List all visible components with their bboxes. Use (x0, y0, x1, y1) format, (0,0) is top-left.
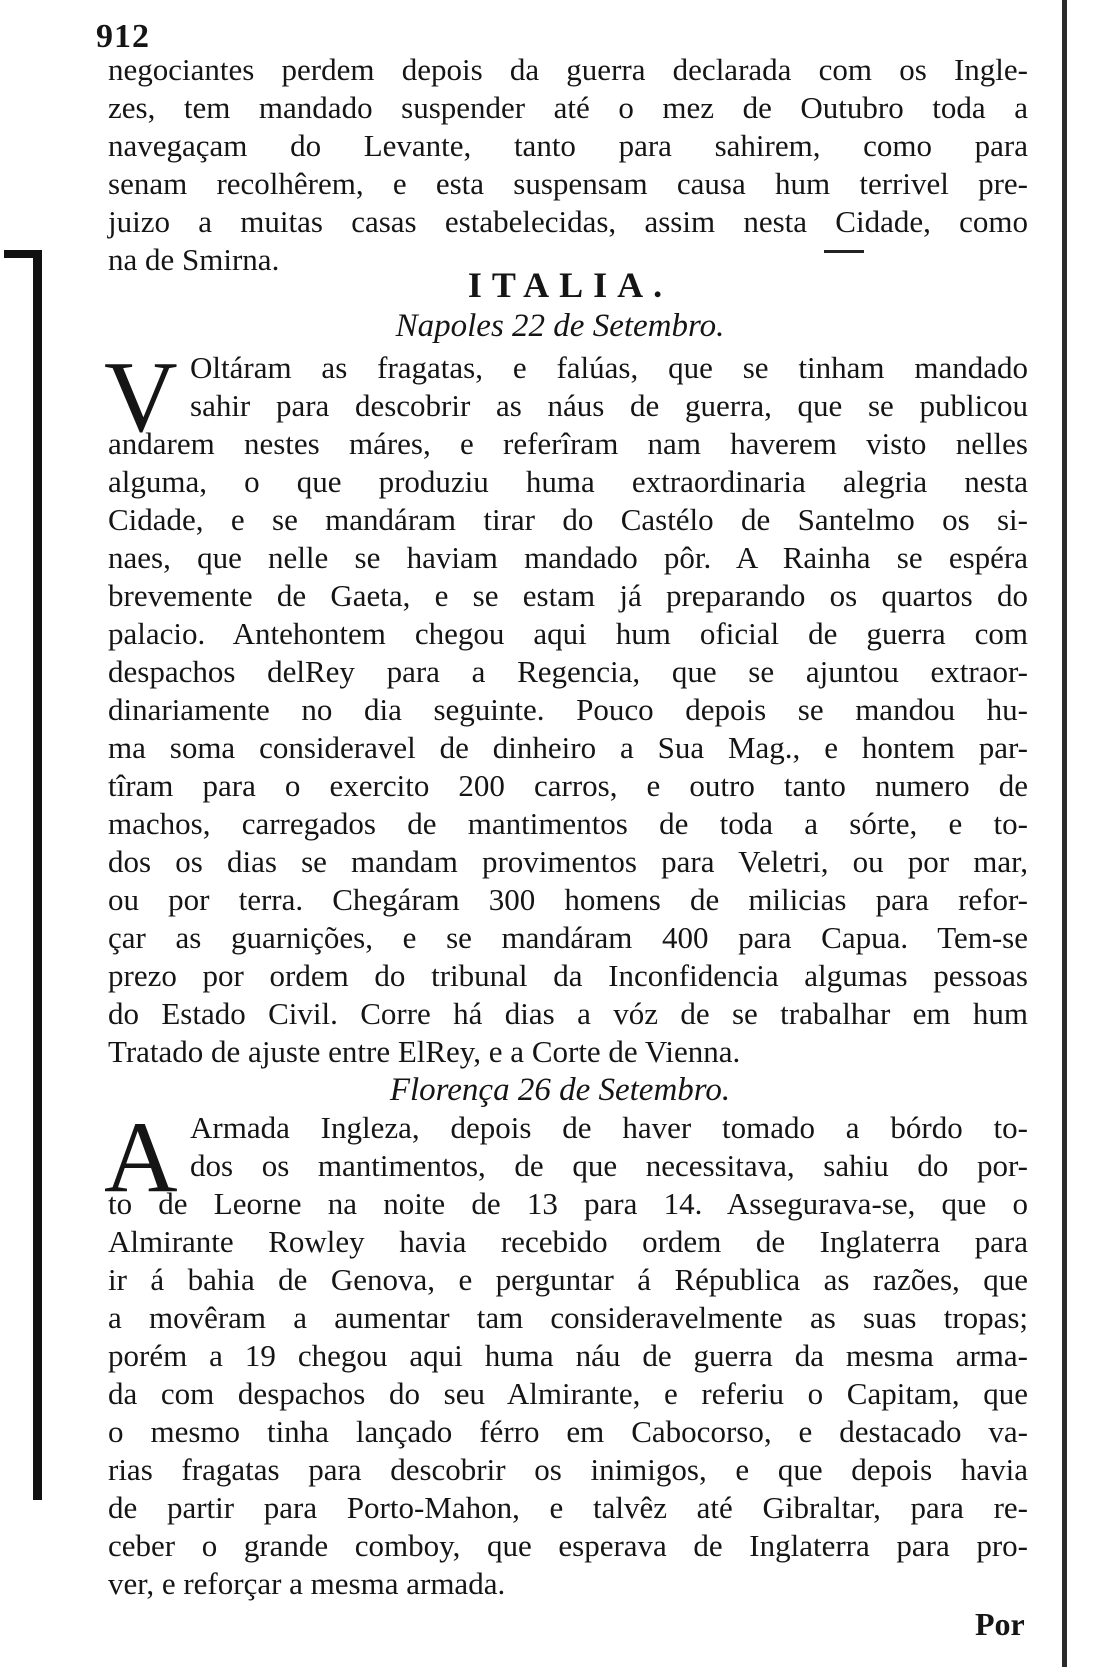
text-line: dos os mantimentos, de que necessitava, sahiu do por- (190, 1148, 1028, 1183)
drop-cap: A (104, 1101, 178, 1214)
section-dash (824, 250, 864, 253)
text-line: rias fragatas para descobrir os inimigos, e que depois havia (108, 1452, 1028, 1487)
text-line: prezo por ordem do tribunal da Inconfidencia algumas pessoas (108, 958, 1028, 993)
text-line: ir á bahia de Genova, e perguntar á Républica as razões, que (108, 1262, 1028, 1297)
text-line: Almirante Rowley havia recebido ordem de Inglaterra para (108, 1224, 1028, 1259)
section-heading: ITALIA. (467, 265, 673, 305)
text-line: ou por terra. Chegáram 300 homens de milicias para refor- (108, 882, 1028, 917)
text-line: naes, que nelle se haviam mandado pôr. A Rainha se espéra (108, 540, 1028, 575)
text-line: to de Leorne na noite de 13 para 14. Assegurava-se, que o (108, 1186, 1028, 1221)
text-line: Tratado de ajuste entre ElRey, e a Corte de Vienna. (108, 1034, 741, 1069)
text-line: o mesmo tinha lançado férro em Cabocorso, e destacado va- (108, 1414, 1028, 1449)
text-line: sahir para descobrir as náus de guerra, que se publicou (190, 388, 1028, 423)
text-line: dinariamente no dia seguinte. Pouco depois se mandou hu- (108, 692, 1028, 727)
text-line: Cidade, e se mandáram tirar do Castélo de Santelmo os si- (108, 502, 1028, 537)
page-edge-shadow (1062, 0, 1067, 1667)
text-line: brevemente de Gaeta, e se estam já preparando os quartos do (108, 578, 1028, 613)
text-line: ceber o grande comboy, que esperava de Inglaterra para pro- (108, 1528, 1028, 1563)
text-line: do Estado Civil. Corre há dias a vóz de se trabalhar em hum (108, 996, 1028, 1031)
text-line: senam recolhêrem, e esta suspensam causa hum terrivel pre- (108, 166, 1028, 201)
text-line: dos os dias se mandam provimentos para Veletri, ou por mar, (108, 844, 1028, 879)
text-line: da com despachos do seu Almirante, e referiu o Capitam, que (108, 1376, 1028, 1411)
text-line: negociantes perdem depois da guerra declarada com os Ingle- (108, 52, 1028, 87)
text-line: machos, carregados de mantimentos de toda a sórte, e to- (108, 806, 1028, 841)
text-line: alguma, o que produziu huma extraordinaria alegria nesta (108, 464, 1028, 499)
text-line: tîram para o exercito 200 carros, e outro tanto numero de (108, 768, 1028, 803)
text-line: navegaçam do Levante, tanto para sahirem, como para (108, 128, 1028, 163)
text-line: juizo a muitas casas estabelecidas, assim nesta Cidade, como (108, 204, 1028, 239)
text-line: ma soma consideravel de dinheiro a Sua Mag., e hontem par- (108, 730, 1028, 765)
dateline-florenca: Florença 26 de Setembro. (389, 1072, 731, 1108)
binding-shadow (33, 250, 42, 1500)
text-line: andarem nestes máres, e referîram nam haverem visto nelles (108, 426, 1028, 461)
text-line: Oltáram as fragatas, e falúas, que se tinham mandado (190, 350, 1028, 385)
text-line: zes, tem mandado suspender até o mez de Outubro toda a (108, 90, 1028, 125)
text-line: de partir para Porto-Mahon, e talvêz até Gibraltar, para re- (108, 1490, 1028, 1525)
dateline-napoles: Napoles 22 de Setembro. (395, 308, 725, 344)
text-line: despachos delRey para a Regencia, que se ajuntou extraor- (108, 654, 1028, 689)
text-line: çar as guarnições, e se mandáram 400 para Capua. Tem-se (108, 920, 1028, 955)
text-line: na de Smirna. (108, 242, 280, 277)
drop-cap: V (104, 341, 178, 454)
text-line: ver, e reforçar a mesma armada. (108, 1566, 506, 1601)
text-line: porém a 19 chegou aqui huma náu de guerra da mesma arma- (108, 1338, 1028, 1373)
text-line: a movêram a aumentar tam consideravelmente as suas tropas; (108, 1300, 1028, 1335)
catchword: Por (975, 1606, 1025, 1642)
text-line: Armada Ingleza, depois de haver tomado a bórdo to- (190, 1110, 1028, 1145)
text-line: palacio. Antehontem chegou aqui hum oficial de guerra com (108, 616, 1028, 651)
page-number: 912 (96, 18, 150, 55)
